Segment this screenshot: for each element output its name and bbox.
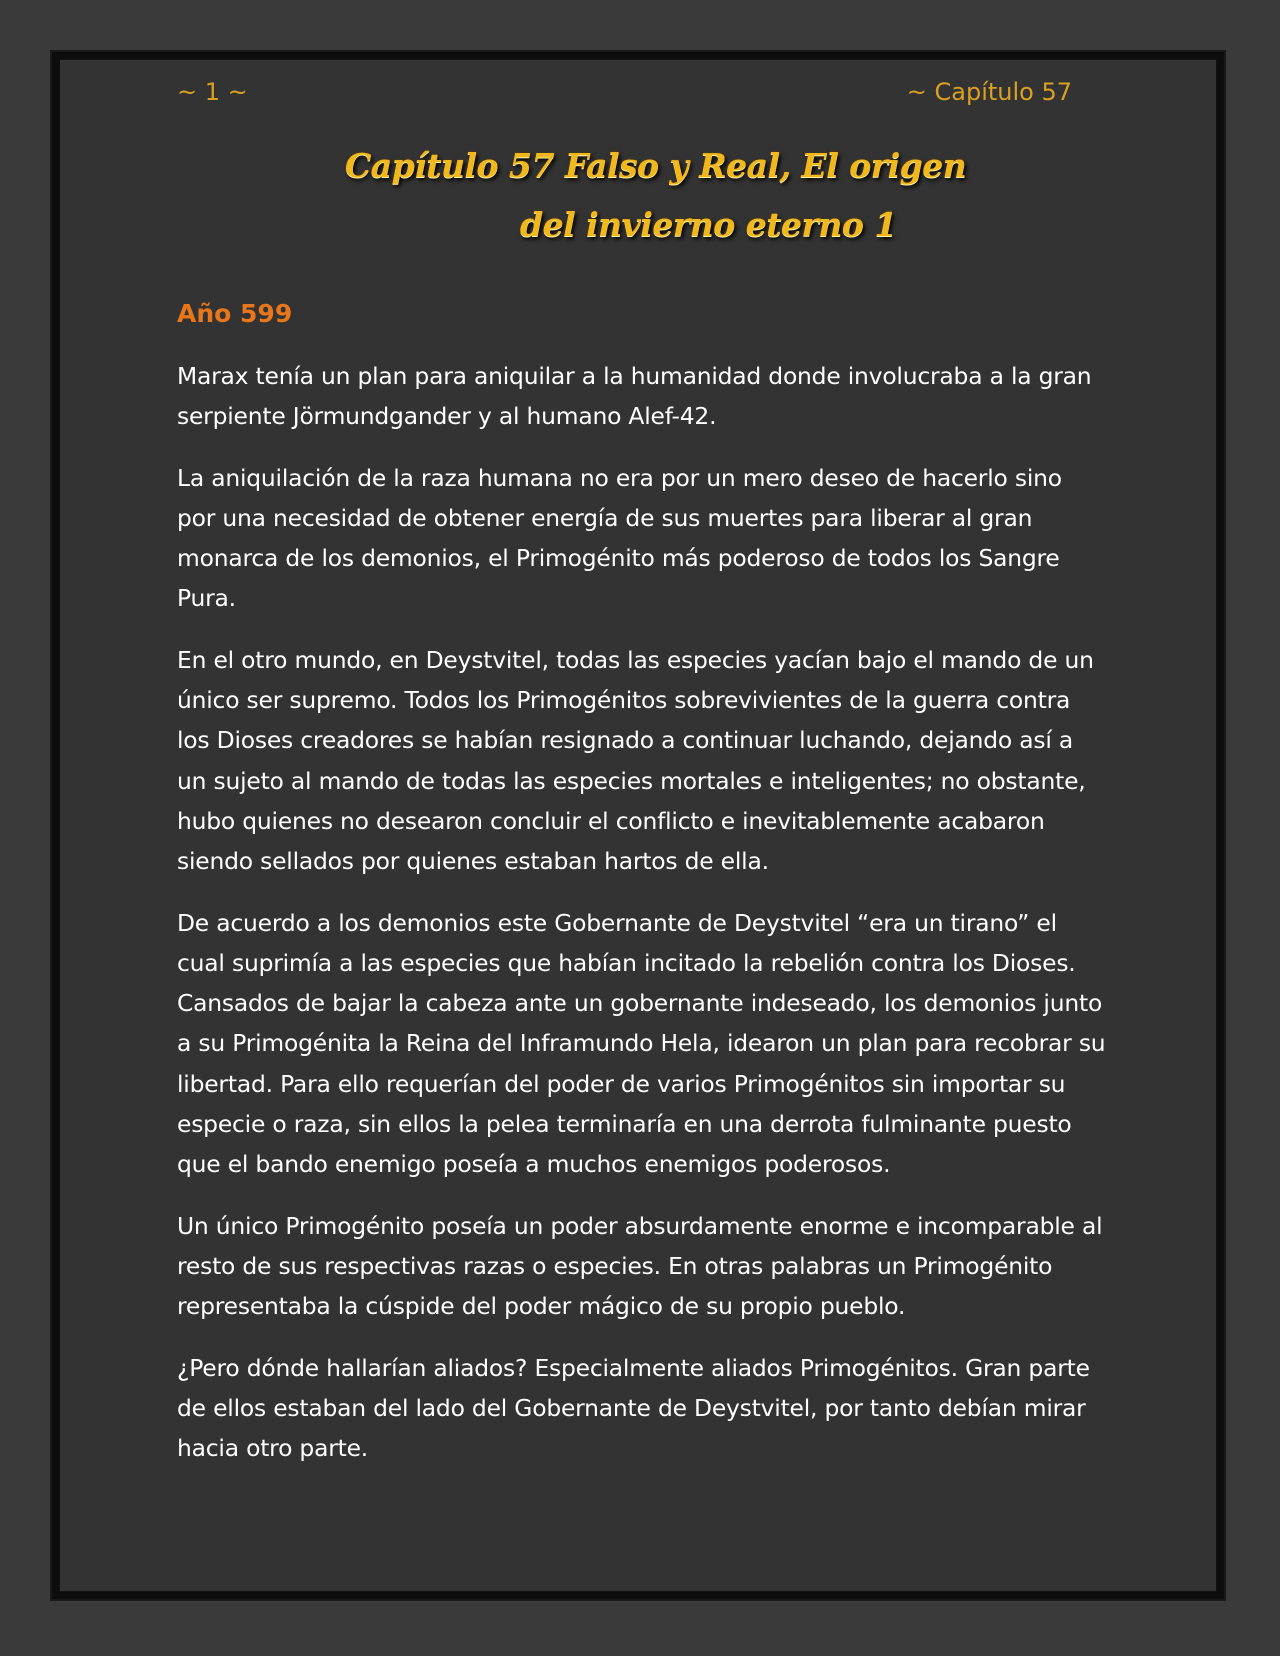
paragraph: La aniquilación de la raza humana no era por un mero deseo de hacerlo sino por una necesidad de obtener energía de sus muertes para liberar al gran monarca de los demonios, el Primogénito más poderoso de todos los Sangre Pura. [177, 463, 1062, 613]
paragraph: En el otro mundo, en Deystvitel, todas las especies yacían bajo el mando de un único ser supremo. Todos los Primogénitos sobrevivientes de la guerra contra los Dioses creadores se habían resignado a continuar luchando, dejando así a un sujeto al mando de todas las especies mortales e inteligentes; no obstante, hubo quienes no desearon concluir el conflicto e inevitablemente acabaron siendo sellados por quienes estaban hartos de ella. [177, 645, 1094, 876]
chapter-header: ~ Capítulo 57 [906, 78, 1072, 106]
paragraph: ¿Pero dónde hallarían aliados? Especialmente aliados Primogénitos. Gran parte de ellos estaban del lado del Gobernante de Deystvitel, por tanto debían mirar hacia otro parte. [177, 1353, 1090, 1463]
chapter-title-line-1: Capítulo 57 Falso y Real, El origen [345, 146, 967, 185]
body-text [177, 356, 1107, 1489]
chapter-title-line-2: del invierno eterno 1 [520, 205, 897, 244]
paragraph: Un único Primogénito poseía un poder absurdamente enorme e incomparable al resto de sus respectivas razas o especies. En otras palabras un Primogénito representaba la cúspide del poder mágico de su propio pueblo. [177, 1211, 1103, 1321]
paragraph: Marax tenía un plan para aniquilar a la humanidad donde involucraba a la gran serpiente Jörmundgander y al humano Alef-42. [177, 362, 1092, 431]
paragraph: De acuerdo a los demonios este Gobernante de Deystvitel “era un tirano” el cual suprimía a las especies que habían incitado la rebelión contra los Dioses. Cansados de bajar la cabeza ante un gobernante indeseado, los demonios junto a su Primogénita la Reina del Inframundo Hela, idearon un plan para recobrar su libertad. Para ello requerían del poder de varios Primogénitos sin importar su especie o raza, sin ellos la pelea terminaría en una derrota fulminante puesto que el bando enemigo poseía a muchos enemigos poderosos. [177, 908, 1106, 1179]
page-number: ~ 1 ~ [177, 78, 248, 106]
year-heading: Año 599 [177, 299, 293, 328]
